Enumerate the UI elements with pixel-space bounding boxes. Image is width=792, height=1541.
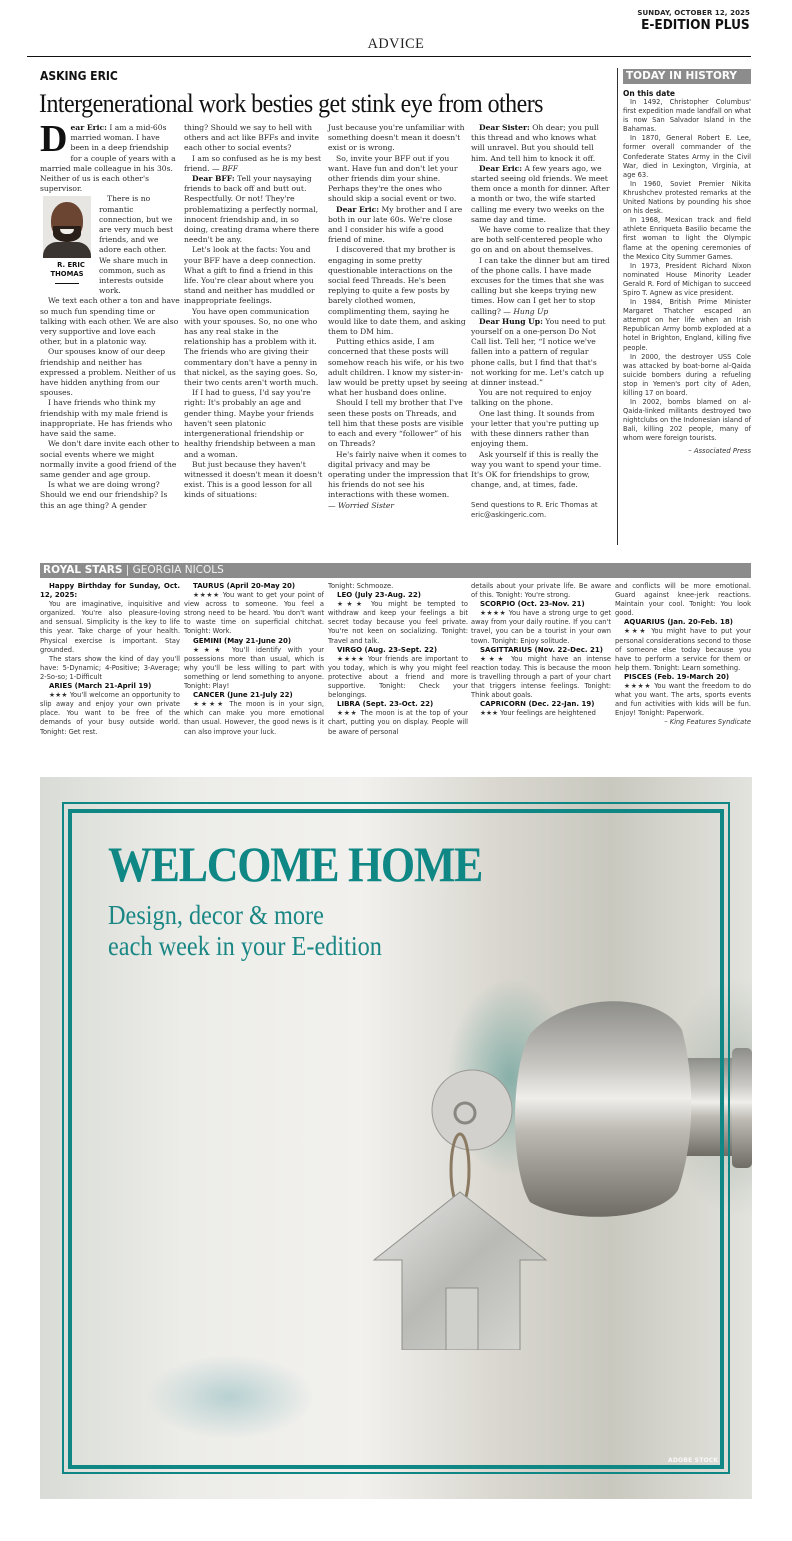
- history-list: [623, 98, 751, 444]
- letter-1-opening: Dear Eric: I am a mid-60s married woman. I have been in a deep friendship for a couple of years with a married male colleague in his 30s. Neither of us is each other's supervisor.: [40, 118, 176, 194]
- sign-text: ★★★ You'll welcome an opportunity to slip away and enjoy your own private place. You want to be free of the demands of your busy outside world. Tonight: Get rest.: [40, 691, 180, 736]
- article-column-2: [184, 123, 324, 501]
- paragraph: Ask yourself if this is really the way you want to spend your time. It's OK for friendships to grow, change, and, at times, fade.: [471, 449, 602, 490]
- paragraph: Should I tell my brother that I've seen these posts on Threads, and tell him that these posts are visible to each and every “follower” of his on Threads?: [328, 398, 464, 449]
- sign-sagittarius: SAGITTARIUS (Nov. 22-Dec. 21): [480, 645, 603, 654]
- sign-virgo: VIRGO (Aug. 23-Sept. 22): [337, 645, 438, 654]
- sign-text-continued: Tonight: Schmooze.: [328, 582, 394, 590]
- horoscope-author: GEORGIA NICOLS: [132, 564, 224, 576]
- sign-text: ★★★★ You want the freedom to do what you want. The arts, sports events and fun activities with kids will be fun. Enjoy! Tonight: Paperwork.: [615, 682, 751, 718]
- history-item: In 1870, General Robert E. Lee, former overall commander of the Confederate States Army in the Civil War, died in Lexington, Virginia, at age 63.: [623, 134, 751, 179]
- paragraph: If I had to guess, I'd say you're right: It's probably an age and gender thing. Maybe your friends haven't seen platonic intergenerational friendship or healthy friendship between a man and a woman.: [184, 388, 316, 459]
- history-item: In 1968, Mexican track and field athlete Enriqueta Basilio became the first woman to light the Olympic flame at the opening ceremonies of the Mexico City Summer Games.: [623, 216, 751, 261]
- ad-title: WELCOME HOME: [108, 836, 483, 892]
- paragraph: Let's look at the facts: You and your BFF have a deep connection. What a gift to find a friend in this life. You're clear about where you stand and neither has muddled or inappropriate feelings.: [184, 245, 316, 306]
- sign-taurus: TAURUS (April 20-May 20): [193, 582, 296, 590]
- sign-text: ★★★ The moon is at the top of your chart, putting you on display. People will be aware of personal: [328, 709, 468, 736]
- sign-text: ★★★★ Your friends are important to you today, which is why you might feel protective about a friend and more supportive. Tonight: Check your belongings.: [328, 654, 469, 700]
- author-portrait: [40, 196, 94, 284]
- article-column-3: [328, 123, 468, 511]
- signature: — Worried Sister: [328, 500, 395, 510]
- paragraph: Is what we are doing wrong? Should we end our friendship? Is this an age thing? A gender: [40, 480, 168, 510]
- section-title: ADVICE: [367, 36, 425, 52]
- sign-scorpio: SCORPIO (Oct. 23-Nov. 21): [480, 600, 585, 609]
- ad-subtitle: Design, decor & more each week in your E-edition: [108, 900, 382, 961]
- signature: BFF: [221, 163, 239, 173]
- author-photo: [43, 196, 91, 258]
- column-kicker: ASKING ERIC: [40, 69, 118, 83]
- sign-text: ★★★ You might have to put your personal considerations second to those of someone else today because you have to perform a service for them or help them. Tonight: Learn something.: [615, 627, 751, 672]
- paragraph: thing? Should we say to hell with others and act like BFFs and invite each other to social events?: [184, 123, 319, 153]
- sign-cancer: CANCER (June 21-July 22): [193, 691, 293, 700]
- horoscope-column-4: [471, 582, 611, 718]
- birthday-heading: Happy Birthday for Sunday, Oct. 12, 2025:: [40, 582, 180, 600]
- portrait-rule: [55, 283, 79, 284]
- sign-text-continued: details about your private life. Be aware of this. Tonight: You're strong.: [471, 582, 611, 600]
- section-rule: [27, 56, 751, 57]
- sign-text: ★★★★ The moon is in your sign, which can make you more emotional than usual. However, the good news is it can also improve your luck.: [184, 700, 324, 736]
- history-item: In 1492, Christopher Columbus' first expedition made landfall on what is now San Salvador Island in the Bahamas.: [623, 98, 751, 134]
- article-column-4: [471, 123, 611, 520]
- sign-gemini: GEMINI (May 21-June 20): [193, 636, 292, 645]
- horoscope-column-3: [328, 582, 468, 737]
- sign-capricorn: CAPRICORN (Dec. 22-Jan. 19): [480, 700, 595, 709]
- reply-paragraph: Dear Hung Up: You need to put yourself on a one-person Do Not Call list. Tell her, “I notice we've fallen into a pattern of regular phone calls, but I find that that's not working for me. Let's catch up at dinner instead.”: [471, 316, 606, 388]
- horoscope-column-5: [615, 582, 751, 728]
- article-column-1: [40, 118, 180, 511]
- paragraph: I discovered that my brother is engaging in some pretty questionable interactions on the social feed Threads. He's been replying to quite a few posts by barely clothed women, complimenting them, saying he would like to date them, and asking them to DM him.: [328, 245, 466, 337]
- history-subhead: On this date: [623, 89, 675, 98]
- letter-3-opening: Dear Eric: A few years ago, we started seeing old friends. We meet them once a month for dinner. After a month or two, the wife started calling me every two weeks on the same day and time.: [471, 163, 610, 224]
- paragraph: We text each other a ton and have so much fun spending time or talking with each other. We are also very supportive and love each other, but in a platonic way.: [40, 296, 180, 347]
- horoscope-column-1: [40, 582, 180, 737]
- history-item: In 1984, British Prime Minister Margaret Thatcher escaped an attempt on her life when an Irish Republican Army bomb exploded at a hotel in Brighton, England, killing five people.: [623, 298, 751, 352]
- paragraph: We have come to realize that they are both self-centered people who go on and on about themselves.: [471, 225, 610, 255]
- sign-aquarius: AQUARIUS (Jan. 20-Feb. 18): [624, 618, 733, 627]
- letter-2-opening: Dear Eric: My brother and I are both in our late 60s. We're close and I consider his wife a good friend of mine.: [328, 204, 463, 245]
- edition-name: E-EDITION PLUS: [641, 17, 750, 33]
- paragraph: Just because you're unfamiliar with something doesn't mean it doesn't exist or is wrong.: [328, 123, 465, 153]
- sign-aries: ARIES (March 21-April 19): [49, 682, 152, 691]
- sign-libra: LIBRA (Sept. 23-Oct. 22): [337, 700, 434, 709]
- horoscope-column-2: [184, 582, 324, 737]
- horoscope-credit: – King Features Syndicate: [664, 718, 751, 727]
- contact-info: Send questions to R. Eric Thomas at eric@askingeric.com.: [471, 501, 598, 520]
- birthday-text: You are imaginative, inquisitive and organized. You're also pleasure-loving and sensual. Simplicity is the key to life this year. Take charge of your health. Physical exercise is important. Stay grounded.: [40, 600, 180, 654]
- paragraph: We don't dare invite each other to social events where we might normally invite a good friend of the same gender and age group.: [40, 439, 180, 479]
- photo-credit: ADOBE STOCK: [668, 1457, 719, 1464]
- paragraph: So, invite your BFF out if you want. Have fun and don't let your other friends dim your shine. Perhaps they're the ones who should skip a social event or two.: [328, 153, 458, 204]
- paragraph: You are not required to enjoy talking on the phone.: [471, 388, 592, 408]
- reply-paragraph: Dear Sister: Oh dear; you pull this thread and who knows what will unravel. But you should tell him. And tell him to knock it off.: [471, 123, 599, 163]
- sign-text-continued: and conflicts will be more emotional. Guard against knee-jerk reactions. Maintain your cool. Tonight: You look good.: [615, 582, 751, 618]
- sign-text: ★★★ Your feelings are heightened: [480, 709, 596, 718]
- history-item: In 2000, the destroyer USS Cole was attacked by boat-borne al-Qaida suicide bombers during a refueling stop in Yemen's port city of Aden, killing 17 on board.: [623, 352, 751, 397]
- paragraph: R. ERIC THOMAS There is no romantic connection, but we are very much best friends, and we adore each other. We share much in common, such as interests outside work.: [40, 194, 180, 296]
- drop-cap: D: [40, 118, 68, 160]
- sign-text: ★★★ You might be tempted to withdraw and keep your feelings a bit secret today because you feel private. You're not keen on socializing. Tonight: Travel and talk.: [328, 600, 468, 645]
- star-legend: The stars show the kind of day you'll have: 5-Dynamic; 4-Positive; 3-Average; 2-So-so; 1-Difficult: [40, 654, 180, 681]
- paragraph: He's fairly naive when it comes to digital privacy and may be operating under the impression that his friends do not see his interactions with these women.: [328, 449, 468, 500]
- article-headline: Intergenerational work besties get stink eye from others: [39, 88, 543, 118]
- sign-text: ★★★ You'll identify with your possessions more than usual, which is why you'll be less willing to part with something or lend something to anyone. Tonight: Play!: [184, 645, 324, 691]
- paragraph: I have friends who think my friendship with my male friend is inappropriate. He has friends who have said the same.: [40, 398, 173, 439]
- reply-paragraph: Dear BFF: Tell your naysaying friends to back off and butt out. Respectfully. Or not! They're problematizing a perfectly normal, innocent friendship and, in so doing, creating drama where there needn't be any.: [184, 174, 320, 245]
- edition-date: SUNDAY, OCTOBER 12, 2025: [637, 9, 750, 17]
- author-name: R. ERIC THOMAS: [50, 261, 85, 279]
- sign-leo: LEO (July 23-Aug. 22): [337, 591, 421, 600]
- history-item: In 1960, Soviet Premier Nikita Khrushchev protested remarks at the United Nations by pounding his shoe on his desk.: [623, 179, 751, 216]
- rail-divider: [617, 68, 618, 545]
- paragraph: I am so confused as he is my best friend. — BFF: [184, 153, 322, 173]
- paragraph: You have open communication with your spouses. So, no one who has any real stake in the relationship has a problem with it. The friends who are giving their commentary don't have a penny in that nickel, as the saying goes. So, their two cents aren't worth much.: [184, 306, 319, 388]
- paragraph: One last thing. It sounds from your letter that you're putting up with these dinners rather than enjoying them.: [471, 408, 599, 449]
- paragraph: Our spouses know of our deep friendship and neither has expressed a problem. Neither of us have hidden anything from our spouses.: [40, 347, 176, 398]
- paragraph: Putting ethics aside, I am concerned that these posts will somehow reach his wife, or his two adult children. I know my sister-in-law would be pretty upset by seeing what her husband does online.: [328, 337, 468, 398]
- welcome-home-ad[interactable]: [40, 777, 752, 1499]
- history-item: In 1973, President Richard Nixon nominated House Minority Leader Gerald R. Ford of Michigan to succeed Spiro T. Agnew as vice president.: [623, 261, 751, 297]
- history-item: In 2002, bombs blamed on al-Qaida-linked militants destroyed two nightclubs on the Indonesian island of Bali, killing 202 people, many of whom were foreign tourists.: [623, 398, 751, 443]
- horoscope-header: ROYAL STARS | GEORGIA NICOLS: [40, 563, 751, 578]
- sign-pisces: PISCES (Feb. 19-March 20): [624, 672, 730, 681]
- history-credit: – Associated Press: [688, 446, 751, 455]
- signature: Hung Up: [513, 306, 549, 316]
- sign-text: ★★★★ You want to get your point of view across to someone. You feel a strong need to be heard. You don't want to waste time on superficial chitchat. Tonight: Work.: [184, 591, 324, 636]
- sign-text: ★★★ You might have an intense reaction today. This is because the moon is travelling through a part of your chart that triggers intense feelings. Tonight: Think about goals.: [471, 654, 611, 700]
- sign-text: ★★★★ You have a strong urge to get away from your daily routine. If you can't travel, you can be a tourist in your own town. Tonight: Enjoy solitude.: [471, 609, 611, 645]
- paragraph: I can take the dinner but am tired of the phone calls. I have made excuses for the times that she was calling but she keeps trying new times. How can I get her to stop calling? — Hung Up: [471, 255, 610, 316]
- history-header: TODAY IN HISTORY: [623, 69, 751, 84]
- paragraph: But just because they haven't witnessed it doesn't mean it doesn't exist. This is a good lesson for all kinds of situations:: [184, 459, 323, 500]
- today-in-history: [623, 69, 751, 455]
